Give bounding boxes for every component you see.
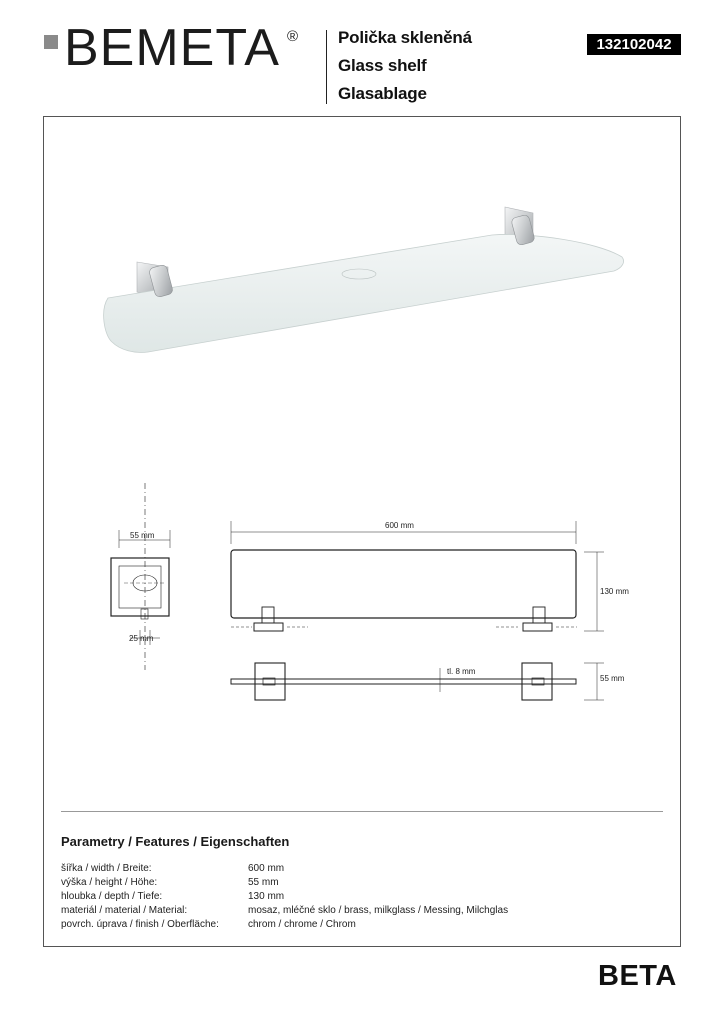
- top-depth-label: 55 mm: [600, 674, 625, 683]
- side-plate-inner: [119, 566, 161, 608]
- product-title-en: Glass shelf: [338, 56, 427, 75]
- spec-label-depth: hloubka / depth / Tiefe:: [61, 891, 163, 902]
- shelf-photo: [104, 207, 624, 353]
- spec-value-depth: 130 mm: [248, 891, 285, 902]
- front-width-label: 600 mm: [385, 521, 414, 530]
- series-name: BETA: [598, 960, 677, 992]
- spec-value-width: 600 mm: [248, 863, 285, 874]
- side-depth-label: 25 mm: [129, 634, 154, 643]
- top-thickness-label: tl. 8 mm: [447, 667, 476, 676]
- spec-label-height: výška / height / Höhe:: [61, 877, 158, 888]
- product-code-badge: 132102042: [587, 34, 681, 55]
- product-title-de: Glasablage: [338, 84, 427, 103]
- registered-mark: ®: [287, 28, 299, 45]
- spec-label-width: šířka / width / Breite:: [61, 863, 152, 874]
- glass-plate: [104, 234, 624, 352]
- front-view-drawing: [231, 521, 604, 631]
- front-height-label: 130 mm: [600, 587, 629, 596]
- spec-value-material: mosaz, mléčné sklo / brass, milkglass / Messing, Milchglas: [248, 905, 509, 916]
- product-title-cs: Polička skleněná: [338, 28, 472, 47]
- top-glass: [231, 679, 576, 684]
- features-heading: Parametry / Features / Eigenschaften: [61, 834, 290, 849]
- brand-logo: BEMETA: [64, 19, 280, 77]
- top-view-drawing: [231, 663, 604, 700]
- side-width-label: 55 mm: [130, 531, 155, 540]
- front-glass: [231, 550, 576, 618]
- spec-value-height: 55 mm: [248, 877, 279, 888]
- spec-value-finish: chrom / chrome / Chrom: [248, 919, 356, 930]
- spec-label-finish: povrch. úprava / finish / Oberfläche:: [61, 919, 219, 930]
- section-divider: [61, 811, 663, 812]
- side-plate-outer: [111, 558, 169, 616]
- spec-label-material: materiál / material / Material:: [61, 905, 188, 916]
